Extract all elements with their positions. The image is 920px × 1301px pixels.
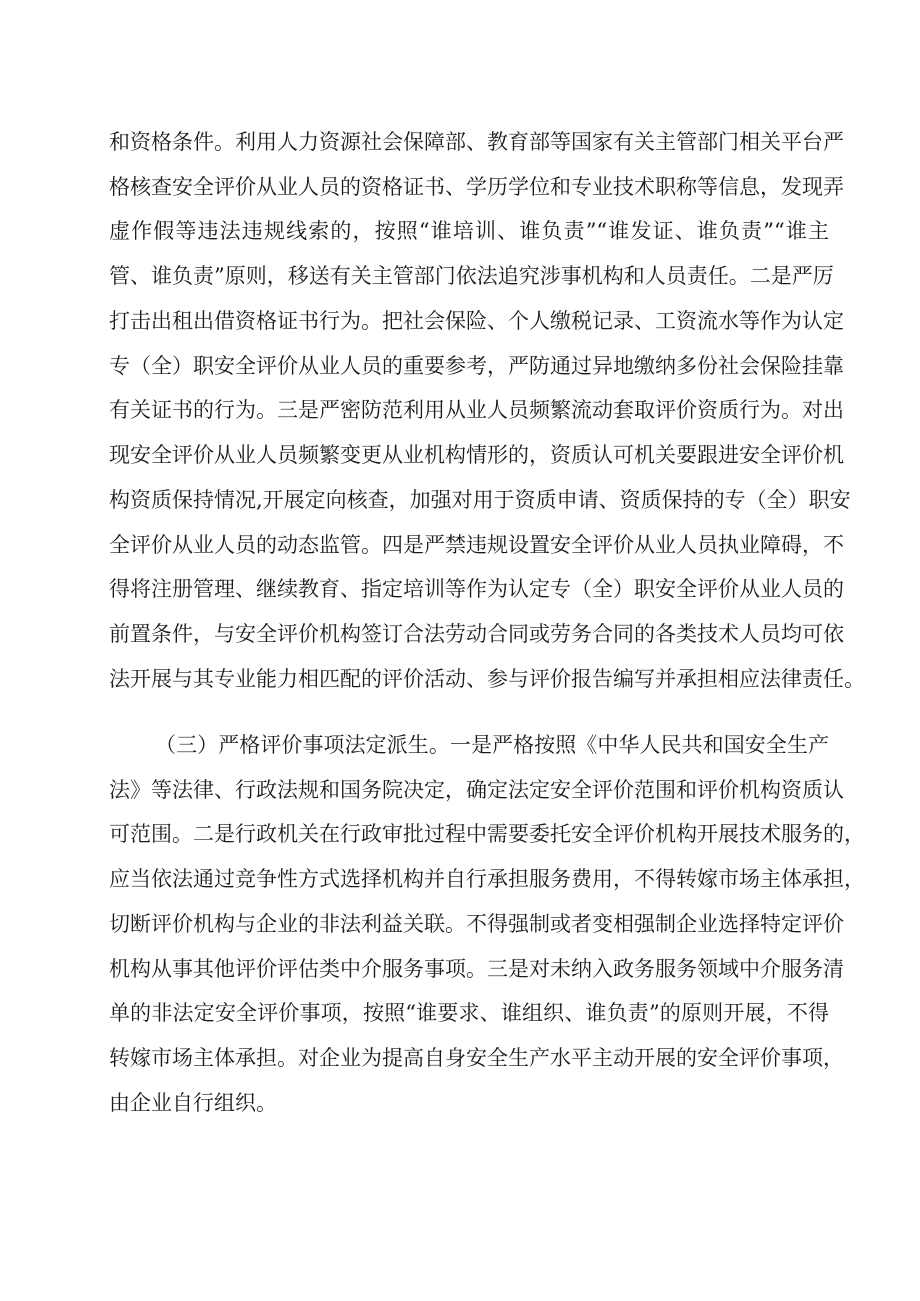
paragraph-line: 可范围。二是行政机关在行政审批过程中需要委托安全评价机构开展技术服务的， [109,822,865,846]
paragraph-line: 前置条件，与安全评价机构签订合法劳动合同或劳务合同的各类技术人员均可依 [109,622,844,646]
paragraph-line: 专（全）职安全评价从业人员的重要参考，严防通过异地缴纳多份社会保险挂靠 [109,354,844,378]
paragraph-line: 法开展与其专业能力相匹配的评价活动、参与评价报告编写并承担相应法律责任。 [109,667,865,691]
paragraph-line: 得将注册管理、继续教育、指定培训等作为认定专（全）职安全评价从业人员的 [109,577,844,601]
paragraph-line: 转嫁市场主体承担。对企业为提高自身安全生产水平主动开展的安全评价事项， [109,1046,844,1070]
paragraph-line: 格核查安全评价从业人员的资格证书、学历学位和专业技术职称等信息，发现弄 [109,175,844,199]
paragraph-line: 打击出租出借资格证书行为。把社会保险、个人缴税记录、工资流水等作为认定 [109,309,844,333]
paragraph-line: 切断评价机构与企业的非法利益关联。不得强制或者变相强制企业选择特定评价 [109,912,844,936]
paragraph-line: 管、谁负责”原则，移送有关主管部门依法追究涉事机构和人员责任。二是严厉 [109,264,834,288]
paragraph-line: 全评价从业人员的动态监管。四是严禁违规设置安全评价从业人员执业障碍，不 [109,533,844,557]
paragraph-line: 虚作假等违法违规线索的，按照“谁培训、谁负责”“谁发证、谁负责”“谁主 [109,219,829,243]
paragraph-line: 构资质保持情况,开展定向核查，加强对用于资质申请、资质保持的专（全）职安 [109,488,851,512]
paragraph-line: 机构从事其他评价评估类中介服务事项。三是对未纳入政务服务领域中介服务清 [109,957,844,981]
paragraph-line: 由企业自行组织。 [109,1091,277,1115]
paragraph-line: 和资格条件。利用人力资源社会保障部、教育部等国家有关主管部门相关平台严 [109,130,844,154]
paragraph-line: 现安全评价从业人员频繁变更从业机构情形的，资质认可机关要跟进安全评价机 [109,443,844,467]
paragraph-line: 单的非法定安全评价事项，按照“谁要求、谁组织、谁负责”的原则开展，不得 [109,1001,829,1025]
paragraph-line: （三）严格评价事项法定派生。一是严格按照《中华人民共和国安全生产 [155,733,829,757]
paragraph-line: 应当依法通过竞争性方式选择机构并自行承担服务费用，不得转嫁市场主体承担， [109,867,865,891]
paragraph-line: 法》等法律、行政法规和国务院决定，确定法定安全评价范围和评价机构资质认 [109,778,844,802]
paragraph-line: 有关证书的行为。三是严密防范利用从业人员频繁流动套取评价资质行为。对出 [109,398,844,422]
